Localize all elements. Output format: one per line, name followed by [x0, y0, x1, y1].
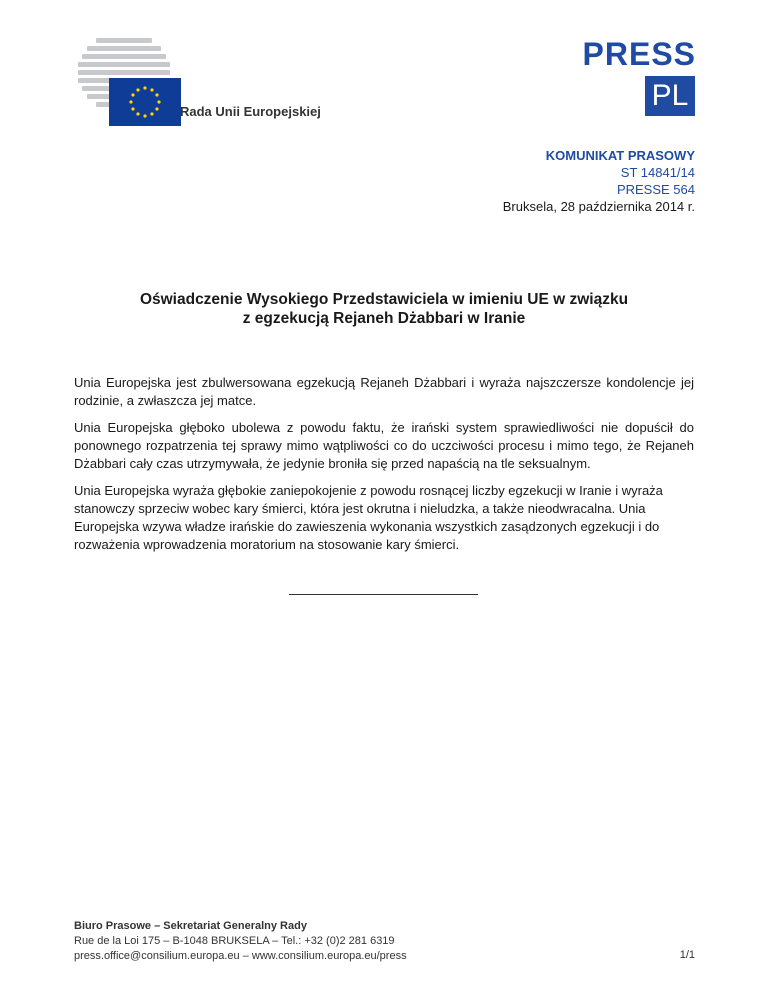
footer-office: Biuro Prasowe – Sekretariat Generalny Rady — [74, 920, 307, 932]
eu-flag-icon — [109, 78, 181, 126]
language-badge: PL — [645, 76, 695, 116]
release-kind: KOMUNIKAT PRASOWY — [545, 148, 695, 163]
document-body — [74, 374, 694, 563]
press-release-meta — [503, 147, 695, 215]
body-paragraph: Unia Europejska wyraża głębokie zaniepokojenie z powodu rosnącej liczby egzekucji w Iranie i wyraża stanowczy sprzeciw wobec kary śmierci, która jest okrutna i nieludzka, a także nieodwracalna. Unia Europejska wzywa władze irańskie do zawieszenia wykonania wszystkich zasądzonych egzekucji i do rozważenia wprowadzenia moratorium na stosowanie kary śmierci. — [74, 483, 663, 552]
body-paragraph: Unia Europejska jest zbulwersowana egzekucją Rejaneh Dżabbari i wyraża najszczersze kondolencje jej rodzinie, a zwłaszcza jej matce. — [74, 375, 694, 408]
document-title — [60, 290, 708, 328]
body-paragraph: Unia Europejska głęboko ubolewa z powodu faktu, że irański system sprawiedliwości nie dopuścił do ponownego rozpatrzenia tej sprawy mimo wątpliwości co do uczciwości procesu i mimo tego, że Rejaneh Dżabbari cały czas utrzymywała, że jedynie broniła się przed napaścią na tle seksualnym. — [74, 420, 694, 471]
presse-reference: PRESSE 564 — [616, 182, 695, 197]
organization-name: Rada Unii Europejskiej — [180, 104, 321, 119]
page-number: 1/1 — [679, 949, 695, 961]
council-logo — [74, 38, 184, 122]
date-line: Bruksela, 28 października 2014 r. — [502, 199, 695, 214]
title-line: Oświadczenie Wysokiego Przedstawiciela w imieniu UE w związku — [139, 291, 629, 308]
footer — [74, 919, 407, 964]
footer-contact: press.office@consilium.europa.eu – www.consilium.europa.eu/press — [74, 950, 407, 962]
footer-address: Rue de la Loi 175 – B-1048 BRUKSELA – Tel.: +32 (0)2 281 6319 — [74, 935, 395, 947]
end-divider — [289, 594, 478, 595]
press-title: PRESS — [582, 36, 696, 72]
st-reference: ST 14841/14 — [620, 165, 695, 180]
title-line: z egzekucją Rejaneh Dżabbari w Iranie — [242, 310, 526, 327]
